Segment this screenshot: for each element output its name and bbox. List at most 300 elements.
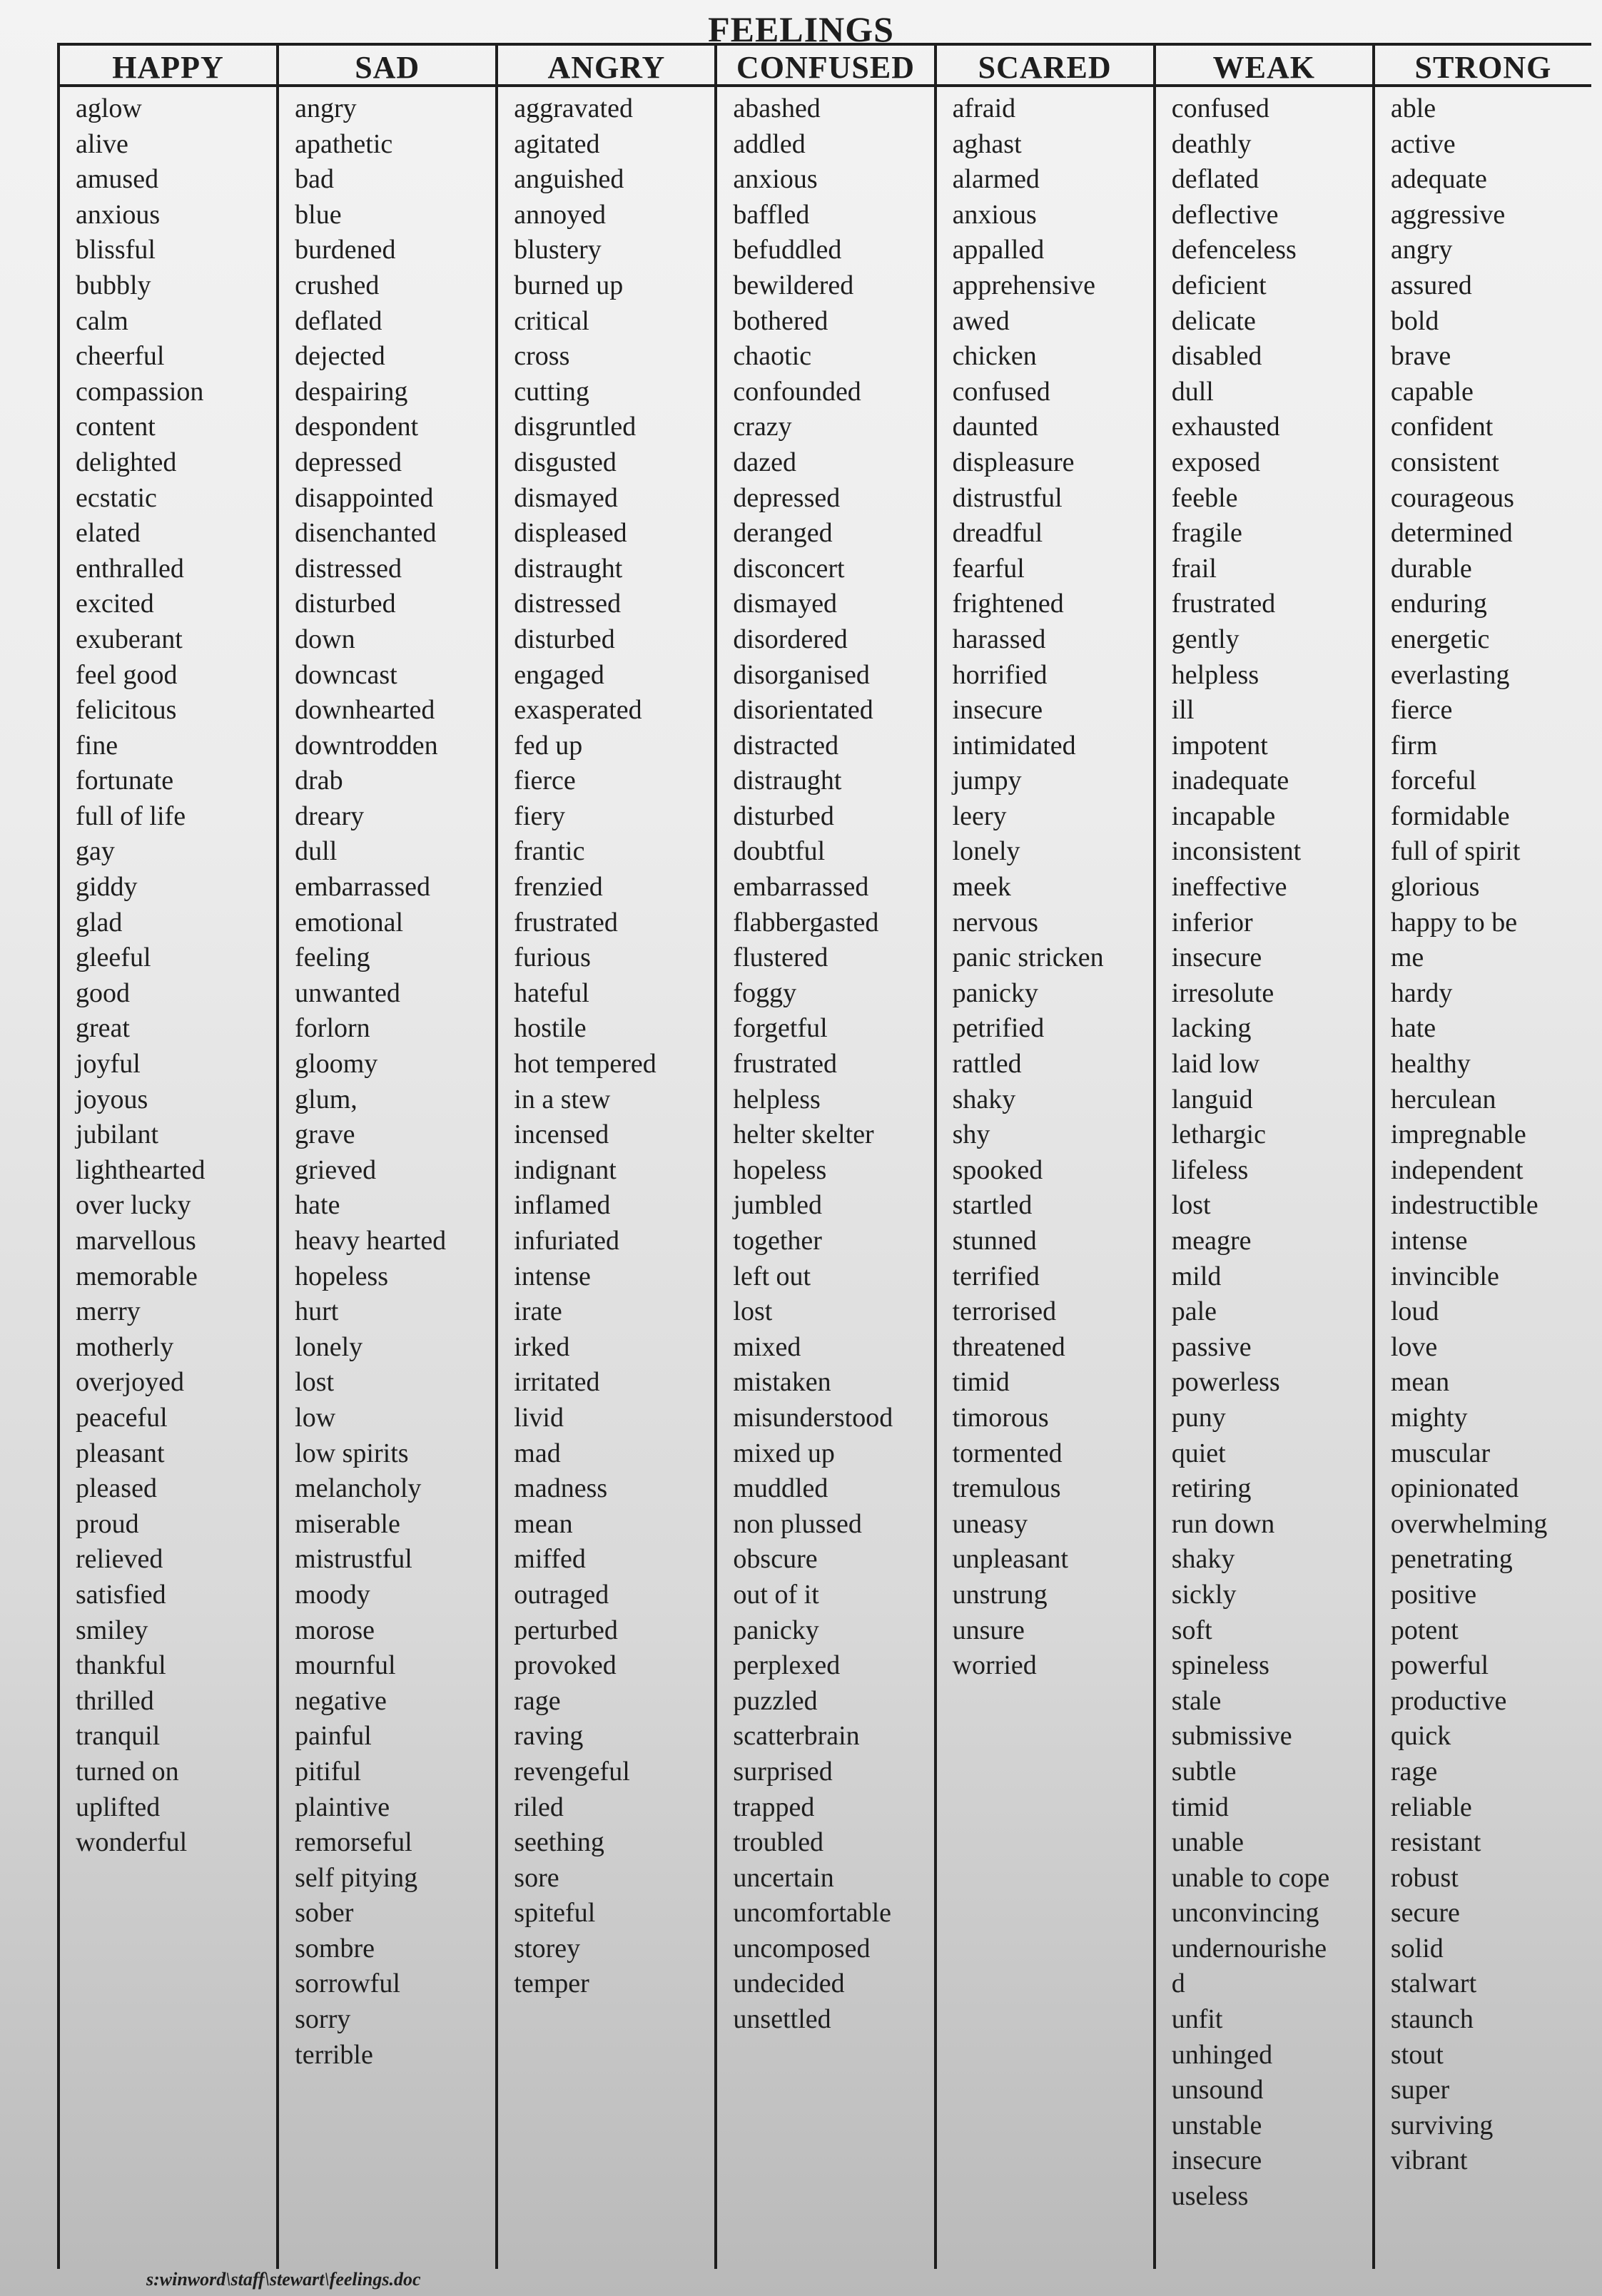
- list-item: wonderful: [76, 1827, 188, 1858]
- list-item: opinionated: [1390, 1473, 1519, 1504]
- list-item: overwhelming: [1390, 1508, 1548, 1539]
- list-item: laid low: [1171, 1049, 1260, 1080]
- list-item: aggravated: [514, 93, 633, 123]
- list-item: able: [1390, 93, 1436, 123]
- list-item: undernourishe: [1171, 1933, 1327, 1964]
- list-item: penetrating: [1390, 1544, 1513, 1575]
- list-item: panicky: [952, 977, 1038, 1008]
- list-item: glum,: [295, 1084, 358, 1114]
- list-item: non plussed: [733, 1508, 862, 1539]
- list-item: full of spirit: [1390, 836, 1521, 867]
- list-item: frightened: [952, 589, 1064, 619]
- list-item: loud: [1390, 1296, 1439, 1327]
- list-item: nervous: [952, 907, 1038, 938]
- list-item: lifeless: [1171, 1154, 1249, 1185]
- list-item: blissful: [76, 235, 156, 265]
- list-item: mixed up: [733, 1438, 835, 1468]
- list-item: embarrassed: [295, 872, 431, 903]
- list-item: inflamed: [514, 1190, 611, 1221]
- list-item: secure: [1390, 1898, 1460, 1929]
- list-item: capable: [1390, 376, 1474, 407]
- list-item: startled: [952, 1190, 1033, 1221]
- list-item: unpleasant: [952, 1544, 1069, 1575]
- list-item: shy: [952, 1119, 990, 1150]
- list-item: jumbled: [733, 1190, 822, 1221]
- list-item: spineless: [1171, 1650, 1269, 1681]
- list-item: overjoyed: [76, 1367, 184, 1398]
- list-item: marvellous: [76, 1226, 196, 1256]
- list-item: joyous: [76, 1084, 148, 1114]
- list-item: fearful: [952, 553, 1025, 584]
- list-item: smiley: [76, 1615, 148, 1645]
- list-item: engaged: [514, 659, 604, 690]
- list-item: bothered: [733, 305, 828, 336]
- word-list: [1375, 87, 1591, 2179]
- list-item: crazy: [733, 412, 792, 442]
- column-confused: [717, 46, 936, 2269]
- list-item: lost: [1171, 1190, 1211, 1221]
- list-item: infuriated: [514, 1226, 619, 1256]
- list-item: grieved: [295, 1154, 377, 1185]
- footer-file-path: s:winword\staff\stewart\feelings.doc: [146, 2269, 421, 2290]
- list-item: mournful: [295, 1650, 396, 1681]
- list-item: hurt: [295, 1296, 339, 1327]
- list-item: uncomposed: [733, 1933, 871, 1964]
- list-item: anxious: [952, 199, 1037, 230]
- list-item: befuddled: [733, 235, 842, 265]
- list-item: intimidated: [952, 730, 1076, 761]
- word-list: [717, 87, 933, 2038]
- list-item: uplifted: [76, 1792, 161, 1822]
- column-weak: [1156, 46, 1375, 2269]
- list-item: critical: [514, 305, 589, 336]
- list-item: seething: [514, 1827, 604, 1858]
- list-item: aglow: [76, 93, 142, 123]
- list-item: intense: [514, 1261, 591, 1291]
- list-item: burned up: [514, 270, 624, 300]
- list-item: staunch: [1390, 2004, 1474, 2035]
- list-item: surprised: [733, 1756, 833, 1787]
- list-item: distraught: [733, 766, 842, 796]
- word-list: [60, 87, 276, 1861]
- list-item: disordered: [733, 624, 848, 654]
- list-item: blustery: [514, 235, 602, 265]
- list-item: dreadful: [952, 518, 1043, 549]
- list-item: pitiful: [295, 1756, 362, 1787]
- list-item: scatterbrain: [733, 1721, 860, 1752]
- list-item: troubled: [733, 1827, 824, 1858]
- list-item: hate: [295, 1190, 340, 1221]
- list-item: unhinged: [1171, 2039, 1273, 2070]
- list-item: afraid: [952, 93, 1016, 123]
- feelings-table: [57, 43, 1591, 2269]
- list-item: panic stricken: [952, 943, 1104, 973]
- list-item: amused: [76, 164, 159, 195]
- list-item: stalwart: [1390, 1969, 1477, 1999]
- list-item: terrible: [295, 2039, 373, 2070]
- list-item: thrilled: [76, 1685, 154, 1716]
- list-item: exasperated: [514, 695, 642, 726]
- list-item: dull: [1171, 376, 1214, 407]
- list-item: dull: [295, 836, 338, 867]
- list-item: harassed: [952, 624, 1046, 654]
- list-item: deflated: [295, 305, 382, 336]
- list-item: plaintive: [295, 1792, 390, 1822]
- list-item: disenchanted: [295, 518, 437, 549]
- list-item: insecure: [1171, 2145, 1262, 2176]
- list-item: mistrustful: [295, 1544, 412, 1575]
- list-item: painful: [295, 1721, 372, 1752]
- list-item: dazed: [733, 447, 797, 477]
- list-item: low: [295, 1402, 336, 1433]
- list-item: unsettled: [733, 2004, 831, 2035]
- list-item: surviving: [1390, 2110, 1494, 2140]
- list-item: chaotic: [733, 341, 812, 372]
- list-item: disgusted: [514, 447, 617, 477]
- list-item: frail: [1171, 553, 1217, 584]
- list-item: brave: [1390, 341, 1451, 372]
- list-item: joyful: [76, 1049, 141, 1080]
- list-item: distressed: [295, 553, 402, 584]
- list-item: downtrodden: [295, 730, 438, 761]
- list-item: misunderstood: [733, 1402, 893, 1433]
- list-item: temper: [514, 1969, 589, 1999]
- list-item: forceful: [1390, 766, 1477, 796]
- list-item: anguished: [514, 164, 624, 195]
- list-item: confounded: [733, 376, 861, 407]
- list-item: out of it: [733, 1579, 819, 1610]
- column-angry: [498, 46, 717, 2269]
- list-item: mistaken: [733, 1367, 831, 1398]
- list-item: frustrated: [514, 907, 618, 938]
- column-header: HAPPY: [60, 46, 276, 87]
- column-header: CONFUSED: [717, 46, 933, 87]
- list-item: deathly: [1171, 128, 1252, 159]
- list-item: lonely: [295, 1331, 363, 1362]
- list-item: me: [1390, 943, 1424, 973]
- list-item: shaky: [1171, 1544, 1235, 1575]
- list-item: over lucky: [76, 1190, 191, 1221]
- list-item: satisfied: [76, 1579, 166, 1610]
- list-item: outraged: [514, 1579, 609, 1610]
- list-item: hardy: [1390, 977, 1453, 1008]
- list-item: mean: [514, 1508, 573, 1539]
- list-item: determined: [1390, 518, 1513, 549]
- list-item: lonely: [952, 836, 1020, 867]
- list-item: irritated: [514, 1367, 600, 1398]
- list-item: lost: [295, 1367, 335, 1398]
- list-item: motherly: [76, 1331, 174, 1362]
- list-item: displeasure: [952, 447, 1075, 477]
- list-item: disabled: [1171, 341, 1262, 372]
- list-item: heavy hearted: [295, 1226, 447, 1256]
- list-item: ill: [1171, 695, 1195, 726]
- list-item: unwanted: [295, 977, 400, 1008]
- list-item: consistent: [1390, 447, 1499, 477]
- list-item: muddled: [733, 1473, 828, 1504]
- list-item: unstrung: [952, 1579, 1048, 1610]
- list-item: pale: [1171, 1296, 1217, 1327]
- list-item: miserable: [295, 1508, 400, 1539]
- list-item: down: [295, 624, 355, 654]
- list-item: annoyed: [514, 199, 607, 230]
- list-item: unconvincing: [1171, 1898, 1319, 1929]
- list-item: pleased: [76, 1473, 157, 1504]
- list-item: submissive: [1171, 1721, 1292, 1752]
- list-item: frenzied: [514, 872, 603, 903]
- list-item: spiteful: [514, 1898, 596, 1929]
- list-item: agitated: [514, 128, 600, 159]
- list-item: full of life: [76, 801, 186, 831]
- list-item: panicky: [733, 1615, 819, 1645]
- list-item: herculean: [1390, 1084, 1496, 1114]
- list-item: passive: [1171, 1331, 1252, 1362]
- list-item: d: [1171, 1969, 1185, 1999]
- list-item: lacking: [1171, 1013, 1252, 1044]
- list-item: glad: [76, 907, 123, 938]
- list-item: ecstatic: [76, 482, 157, 513]
- list-item: sombre: [295, 1933, 375, 1964]
- list-item: sorrowful: [295, 1969, 400, 1999]
- list-item: firm: [1390, 730, 1438, 761]
- list-item: cross: [514, 341, 570, 372]
- list-item: sorry: [295, 2004, 351, 2035]
- list-item: revengeful: [514, 1756, 630, 1787]
- list-item: morose: [295, 1615, 375, 1645]
- list-item: disturbed: [514, 624, 615, 654]
- list-item: bewildered: [733, 270, 854, 300]
- list-item: angry: [295, 93, 357, 123]
- list-item: lighthearted: [76, 1154, 206, 1185]
- list-item: lost: [733, 1296, 773, 1327]
- list-item: gently: [1171, 624, 1239, 654]
- list-item: downcast: [295, 659, 397, 690]
- list-item: gay: [76, 836, 115, 867]
- word-list: [498, 87, 714, 2002]
- list-item: enduring: [1390, 589, 1487, 619]
- list-item: apprehensive: [952, 270, 1096, 300]
- list-item: puny: [1171, 1402, 1226, 1433]
- list-item: addled: [733, 128, 806, 159]
- list-item: despondent: [295, 412, 419, 442]
- list-item: fed up: [514, 730, 583, 761]
- list-item: foggy: [733, 977, 797, 1008]
- list-item: flabbergasted: [733, 907, 879, 938]
- list-item: insecure: [1171, 943, 1262, 973]
- list-item: jubilant: [76, 1119, 159, 1150]
- list-item: doubtful: [733, 836, 826, 867]
- list-item: livid: [514, 1402, 564, 1433]
- list-item: useless: [1171, 2181, 1249, 2212]
- list-item: confused: [1171, 93, 1269, 123]
- list-item: enthralled: [76, 553, 184, 584]
- list-item: merry: [76, 1296, 141, 1327]
- list-item: sore: [514, 1862, 559, 1893]
- list-item: cheerful: [76, 341, 165, 372]
- list-item: embarrassed: [733, 872, 869, 903]
- list-item: stunned: [952, 1226, 1037, 1256]
- list-item: frustrated: [733, 1049, 838, 1080]
- list-item: muscular: [1390, 1438, 1491, 1468]
- list-item: memorable: [76, 1261, 198, 1291]
- list-item: emotional: [295, 907, 404, 938]
- list-item: irresolute: [1171, 977, 1274, 1008]
- list-item: bold: [1390, 305, 1439, 336]
- list-item: soft: [1171, 1615, 1212, 1645]
- list-item: courageous: [1390, 482, 1514, 513]
- list-item: elated: [76, 518, 141, 549]
- list-item: uncomfortable: [733, 1898, 892, 1929]
- list-item: terrified: [952, 1261, 1040, 1291]
- list-item: powerless: [1171, 1367, 1280, 1398]
- list-item: forlorn: [295, 1013, 370, 1044]
- list-item: relieved: [76, 1544, 163, 1575]
- list-item: disturbed: [733, 801, 834, 831]
- list-item: aghast: [952, 128, 1022, 159]
- list-item: aggressive: [1390, 199, 1506, 230]
- list-item: exuberant: [76, 624, 183, 654]
- list-item: hostile: [514, 1013, 587, 1044]
- list-item: proud: [76, 1508, 139, 1539]
- list-item: perturbed: [514, 1615, 618, 1645]
- list-item: confident: [1390, 412, 1494, 442]
- list-item: fine: [76, 730, 118, 761]
- list-item: disorientated: [733, 695, 873, 726]
- list-item: hate: [1390, 1013, 1436, 1044]
- list-item: deficient: [1171, 270, 1267, 300]
- list-item: content: [76, 412, 156, 442]
- list-item: deflated: [1171, 164, 1259, 195]
- list-item: dismayed: [733, 589, 838, 619]
- list-item: uncertain: [733, 1862, 834, 1893]
- column-header: ANGRY: [498, 46, 714, 87]
- list-item: solid: [1390, 1933, 1444, 1964]
- column-header: WEAK: [1156, 46, 1372, 87]
- column-happy: [60, 46, 279, 2269]
- list-item: rage: [514, 1685, 561, 1716]
- list-item: daunted: [952, 412, 1038, 442]
- list-item: mixed: [733, 1331, 801, 1362]
- column-header: SCARED: [937, 46, 1153, 87]
- list-item: disorganised: [733, 659, 870, 690]
- column-sad: [279, 46, 498, 2269]
- list-item: disgruntled: [514, 412, 637, 442]
- list-item: deflective: [1171, 199, 1279, 230]
- list-item: unsound: [1171, 2075, 1264, 2105]
- list-item: irked: [514, 1331, 570, 1362]
- list-item: cutting: [514, 376, 589, 407]
- list-item: pleasant: [76, 1438, 165, 1468]
- list-item: delighted: [76, 447, 177, 477]
- list-item: felicitous: [76, 695, 177, 726]
- list-item: fiery: [514, 801, 566, 831]
- list-item: low spirits: [295, 1438, 409, 1468]
- list-item: negative: [295, 1685, 387, 1716]
- list-item: good: [76, 977, 130, 1008]
- list-item: disconcert: [733, 553, 845, 584]
- list-item: active: [1390, 128, 1456, 159]
- list-item: raving: [514, 1721, 584, 1752]
- list-item: durable: [1390, 553, 1472, 584]
- list-item: happy to be: [1390, 907, 1518, 938]
- list-item: drab: [295, 766, 343, 796]
- list-item: powerful: [1390, 1650, 1489, 1681]
- list-item: puzzled: [733, 1685, 818, 1716]
- list-item: worried: [952, 1650, 1037, 1681]
- list-item: incensed: [514, 1119, 609, 1150]
- list-item: turned on: [76, 1756, 179, 1787]
- list-item: together: [733, 1226, 822, 1256]
- list-item: helpless: [733, 1084, 821, 1114]
- list-item: alarmed: [952, 164, 1040, 195]
- list-item: feeling: [295, 943, 370, 973]
- list-item: anxious: [76, 199, 161, 230]
- list-item: awed: [952, 305, 1010, 336]
- list-item: deranged: [733, 518, 833, 549]
- list-item: independent: [1390, 1154, 1524, 1185]
- list-item: crushed: [295, 270, 380, 300]
- list-item: dismayed: [514, 482, 618, 513]
- list-item: abashed: [733, 93, 821, 123]
- list-item: hot tempered: [514, 1049, 656, 1080]
- list-item: burdened: [295, 235, 396, 265]
- list-item: riled: [514, 1792, 564, 1822]
- list-item: exhausted: [1171, 412, 1280, 442]
- list-item: distressed: [514, 589, 622, 619]
- list-item: blue: [295, 199, 342, 230]
- list-item: glorious: [1390, 872, 1480, 903]
- list-item: adequate: [1390, 164, 1487, 195]
- list-item: helter skelter: [733, 1119, 874, 1150]
- list-item: inconsistent: [1171, 836, 1302, 867]
- column-scared: [937, 46, 1156, 2269]
- list-item: vibrant: [1390, 2145, 1468, 2176]
- list-item: peaceful: [76, 1402, 168, 1433]
- list-item: depressed: [295, 447, 402, 477]
- word-list: [1156, 87, 1372, 2215]
- list-item: feeble: [1171, 482, 1238, 513]
- list-item: alive: [76, 128, 128, 159]
- list-item: hopeless: [733, 1154, 827, 1185]
- word-list: [937, 87, 1153, 1684]
- list-item: timorous: [952, 1402, 1049, 1433]
- list-item: apathetic: [295, 128, 393, 159]
- list-item: tremulous: [952, 1473, 1061, 1504]
- list-item: giddy: [76, 872, 138, 903]
- list-item: sickly: [1171, 1579, 1237, 1610]
- list-item: excited: [76, 589, 154, 619]
- list-item: dejected: [295, 341, 385, 372]
- list-item: productive: [1390, 1685, 1507, 1716]
- list-item: displeased: [514, 518, 627, 549]
- list-item: unable: [1171, 1827, 1244, 1858]
- list-item: stout: [1390, 2039, 1444, 2070]
- list-item: quick: [1390, 1721, 1451, 1752]
- list-item: petrified: [952, 1013, 1045, 1044]
- list-item: retiring: [1171, 1473, 1252, 1504]
- list-item: frustrated: [1171, 589, 1276, 619]
- list-item: mean: [1390, 1367, 1450, 1398]
- list-item: inadequate: [1171, 766, 1289, 796]
- list-item: bad: [295, 164, 335, 195]
- list-item: unsure: [952, 1615, 1025, 1645]
- list-item: remorseful: [295, 1827, 412, 1858]
- list-item: trapped: [733, 1792, 815, 1822]
- list-item: ineffective: [1171, 872, 1287, 903]
- list-item: rage: [1390, 1756, 1438, 1787]
- list-item: mad: [514, 1438, 561, 1468]
- list-item: super: [1390, 2075, 1450, 2105]
